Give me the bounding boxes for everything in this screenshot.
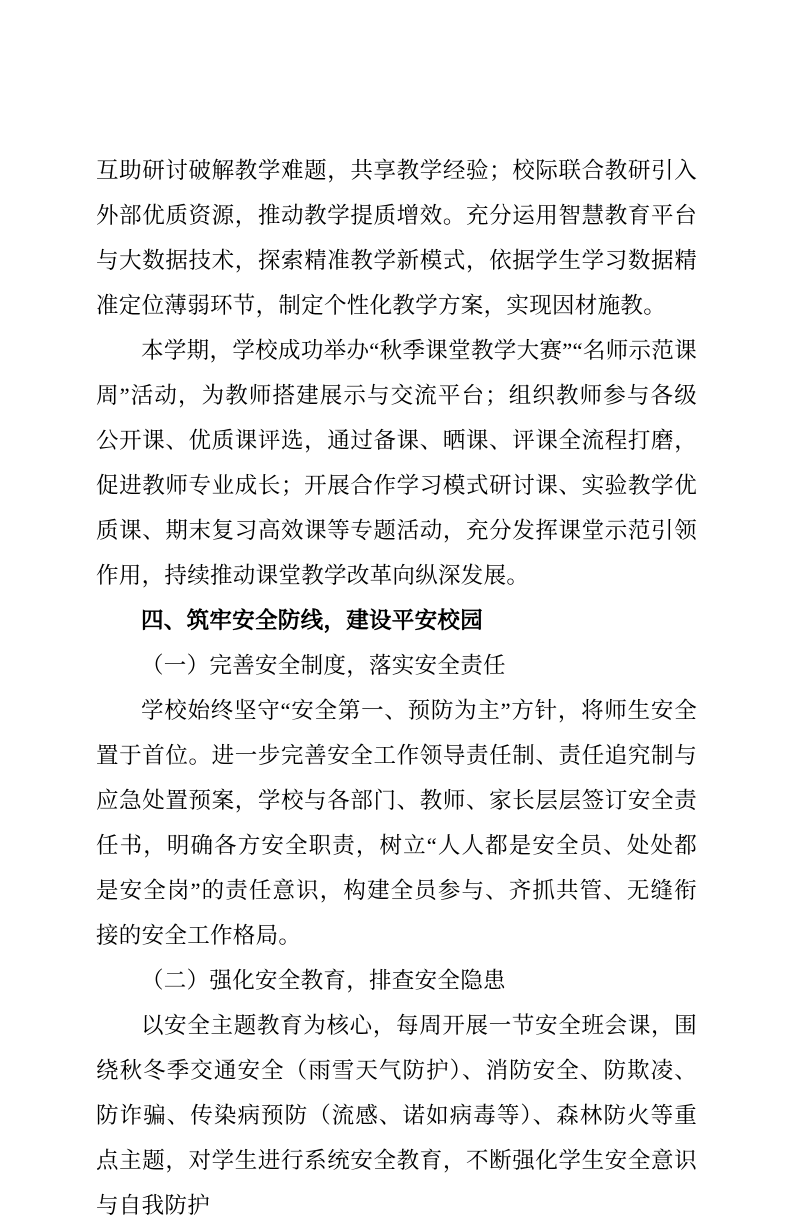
paragraph-safety-education: 以安全主题教育为核心，每周开展一节安全班会课，围绕秋冬季交通安全（雨雪天气防护）、消防安全、防欺凌、防诈骗、传染病预防（流感、诺如病毒等）、森林防火等重点主题，对学生进行系统安全教育，不断强化学生安全意识与自我防护 — [96, 1013, 697, 1218]
heading-section-four: 四、筑牢安全防线，建设平安校园 — [141, 608, 484, 633]
subheading-two: （二）强化安全教育，排查安全隐患 — [141, 968, 506, 993]
paragraph-safety-system: 学校始终坚守“安全第一、预防为主”方针，将师生安全置于首位。进一步完善安全工作领导责任制、责任追究制与应急处置预案，学校与各部门、教师、家长层层签订安全责任书，明确各方安全职责，树立“人人都是安全员、处处都是安全岗”的责任意识，构建全员参与、齐抓共管、无缝衔接的安全工作格局。 — [96, 698, 697, 948]
subheading-one: （一）完善安全制度，落实安全责任 — [141, 653, 506, 678]
paragraph-teaching-research: 互助研讨破解教学难题，共享教学经验；校际联合教研引入外部优质资源，推动教学提质增效。充分运用智慧教育平台与大数据技术，探索精准教学新模式，依据学生学习数据精准定位薄弱环节，制定个性化教学方案，实现因材施教。 — [96, 158, 697, 318]
document-body — [96, 148, 697, 1228]
paragraph-semester-activities: 本学期，学校成功举办“秋季课堂教学大赛”“名师示范课周”活动，为教师搭建展示与交流平台；组织教师参与各级公开课、优质课评选，通过备课、晒课、评课全流程打磨，促进教师专业成长；开展合作学习模式研讨课、实验教学优质课、期末复习高效课等专题活动，充分发挥课堂示范引领作用，持续推动课堂教学改革向纵深发展。 — [96, 338, 697, 588]
